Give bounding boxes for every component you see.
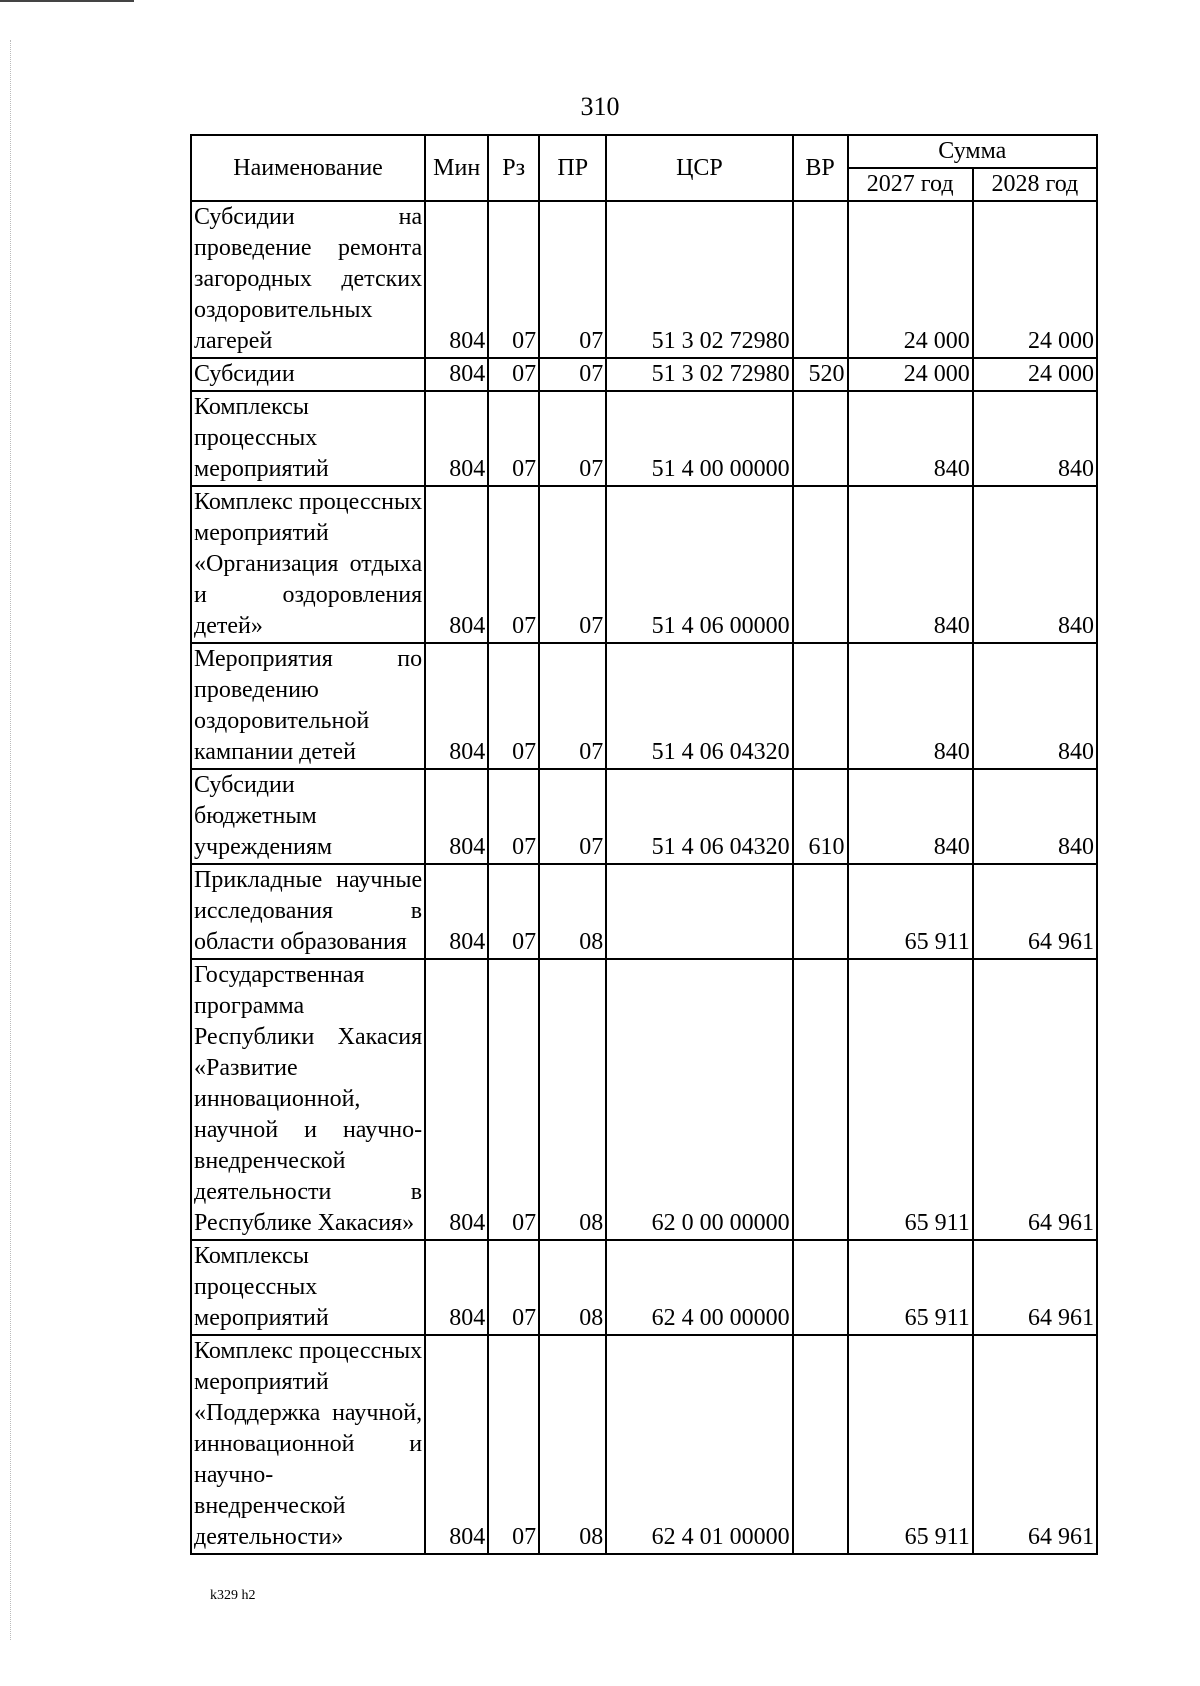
table-row xyxy=(191,864,1097,959)
table-row xyxy=(191,1335,1097,1554)
row-sum-2028: 24 000 xyxy=(973,201,1097,358)
row-pr: 07 xyxy=(539,769,606,864)
row-vr xyxy=(793,1335,848,1554)
row-sum-2027: 840 xyxy=(848,486,973,643)
row-sum-2027: 24 000 xyxy=(848,358,973,391)
row-name: Субсидии на проведение ремонта загородных детских оздоровительных лагерей xyxy=(191,201,425,358)
row-rz: 07 xyxy=(488,864,539,959)
row-min: 804 xyxy=(425,1335,488,1554)
row-sum-2028: 24 000 xyxy=(973,358,1097,391)
row-vr xyxy=(793,864,848,959)
row-csr: 51 3 02 72980 xyxy=(606,358,792,391)
table-row xyxy=(191,201,1097,358)
scan-edge-line xyxy=(10,40,11,1640)
row-sum-2027: 65 911 xyxy=(848,1240,973,1335)
table-header xyxy=(191,135,1097,201)
row-sum-2028: 840 xyxy=(973,769,1097,864)
header-pr: ПР xyxy=(539,135,606,201)
row-min: 804 xyxy=(425,391,488,486)
row-sum-2028: 840 xyxy=(973,391,1097,486)
header-sum: Сумма xyxy=(848,135,1097,168)
row-min: 804 xyxy=(425,486,488,643)
row-vr xyxy=(793,201,848,358)
row-rz: 07 xyxy=(488,769,539,864)
row-csr: 51 4 06 04320 xyxy=(606,769,792,864)
row-csr xyxy=(606,864,792,959)
row-pr: 07 xyxy=(539,486,606,643)
table-row xyxy=(191,358,1097,391)
row-csr: 62 4 00 00000 xyxy=(606,1240,792,1335)
row-sum-2028: 64 961 xyxy=(973,1335,1097,1554)
row-rz: 07 xyxy=(488,391,539,486)
row-sum-2028: 840 xyxy=(973,486,1097,643)
row-sum-2027: 65 911 xyxy=(848,959,973,1240)
row-csr: 51 4 00 00000 xyxy=(606,391,792,486)
row-vr xyxy=(793,643,848,769)
row-sum-2027: 840 xyxy=(848,769,973,864)
table-row xyxy=(191,769,1097,864)
row-min: 804 xyxy=(425,959,488,1240)
header-rz: Рз xyxy=(488,135,539,201)
row-vr xyxy=(793,391,848,486)
table-row xyxy=(191,1240,1097,1335)
row-min: 804 xyxy=(425,643,488,769)
row-name: Комплексы процессных мероприятий xyxy=(191,391,425,486)
row-rz: 07 xyxy=(488,1335,539,1554)
row-name: Мероприятия по проведению оздоровительной кампании детей xyxy=(191,643,425,769)
row-sum-2028: 64 961 xyxy=(973,1240,1097,1335)
header-year-2028: 2028 год xyxy=(973,168,1097,201)
table-row xyxy=(191,643,1097,769)
row-name: Субсидии xyxy=(191,358,425,391)
row-pr: 08 xyxy=(539,1240,606,1335)
row-pr: 07 xyxy=(539,391,606,486)
row-pr: 08 xyxy=(539,959,606,1240)
table-body xyxy=(191,201,1097,1554)
row-rz: 07 xyxy=(488,959,539,1240)
row-rz: 07 xyxy=(488,486,539,643)
row-rz: 07 xyxy=(488,643,539,769)
header-vr: ВР xyxy=(793,135,848,201)
row-name: Комплекс процессных мероприятий «Поддержка научной, инновационной и научно-внедренческой деятельности» xyxy=(191,1335,425,1554)
row-rz: 07 xyxy=(488,358,539,391)
row-csr: 51 3 02 72980 xyxy=(606,201,792,358)
row-sum-2028: 64 961 xyxy=(973,959,1097,1240)
row-csr: 51 4 06 04320 xyxy=(606,643,792,769)
header-year-2027: 2027 год xyxy=(848,168,973,201)
row-min: 804 xyxy=(425,358,488,391)
page-number: 310 xyxy=(580,92,620,121)
row-rz: 07 xyxy=(488,1240,539,1335)
row-sum-2028: 64 961 xyxy=(973,864,1097,959)
row-pr: 07 xyxy=(539,201,606,358)
row-vr xyxy=(793,959,848,1240)
row-vr: 520 xyxy=(793,358,848,391)
row-rz: 07 xyxy=(488,201,539,358)
row-sum-2027: 24 000 xyxy=(848,201,973,358)
footer-code: k329 h2 xyxy=(210,1588,256,1603)
row-vr xyxy=(793,486,848,643)
row-pr: 07 xyxy=(539,358,606,391)
row-pr: 07 xyxy=(539,643,606,769)
table-row xyxy=(191,959,1097,1240)
row-vr: 610 xyxy=(793,769,848,864)
row-name: Государственная программа Республики Хакасия «Развитие инновационной, научной и научно-внедренческой деятельности в Республике Хакасия» xyxy=(191,959,425,1240)
row-name: Комплексы процессных мероприятий xyxy=(191,1240,425,1335)
scan-corner-mark xyxy=(0,0,134,2)
row-min: 804 xyxy=(425,864,488,959)
row-sum-2027: 65 911 xyxy=(848,864,973,959)
row-sum-2027: 65 911 xyxy=(848,1335,973,1554)
row-sum-2027: 840 xyxy=(848,643,973,769)
header-min: Мин xyxy=(425,135,488,201)
row-name: Комплекс процессных мероприятий «Организация отдыха и оздоровления детей» xyxy=(191,486,425,643)
header-csr: ЦСР xyxy=(606,135,792,201)
row-pr: 08 xyxy=(539,864,606,959)
row-csr: 62 0 00 00000 xyxy=(606,959,792,1240)
row-min: 804 xyxy=(425,1240,488,1335)
row-vr xyxy=(793,1240,848,1335)
row-min: 804 xyxy=(425,201,488,358)
row-pr: 08 xyxy=(539,1335,606,1554)
row-name: Прикладные научные исследования в области образования xyxy=(191,864,425,959)
row-name: Субсидии бюджетным учреждениям xyxy=(191,769,425,864)
row-min: 804 xyxy=(425,769,488,864)
row-csr: 51 4 06 00000 xyxy=(606,486,792,643)
row-sum-2028: 840 xyxy=(973,643,1097,769)
header-name: Наименование xyxy=(191,135,425,201)
table-row xyxy=(191,391,1097,486)
table-row xyxy=(191,486,1097,643)
row-sum-2027: 840 xyxy=(848,391,973,486)
row-csr: 62 4 01 00000 xyxy=(606,1335,792,1554)
budget-table xyxy=(190,134,1098,1555)
